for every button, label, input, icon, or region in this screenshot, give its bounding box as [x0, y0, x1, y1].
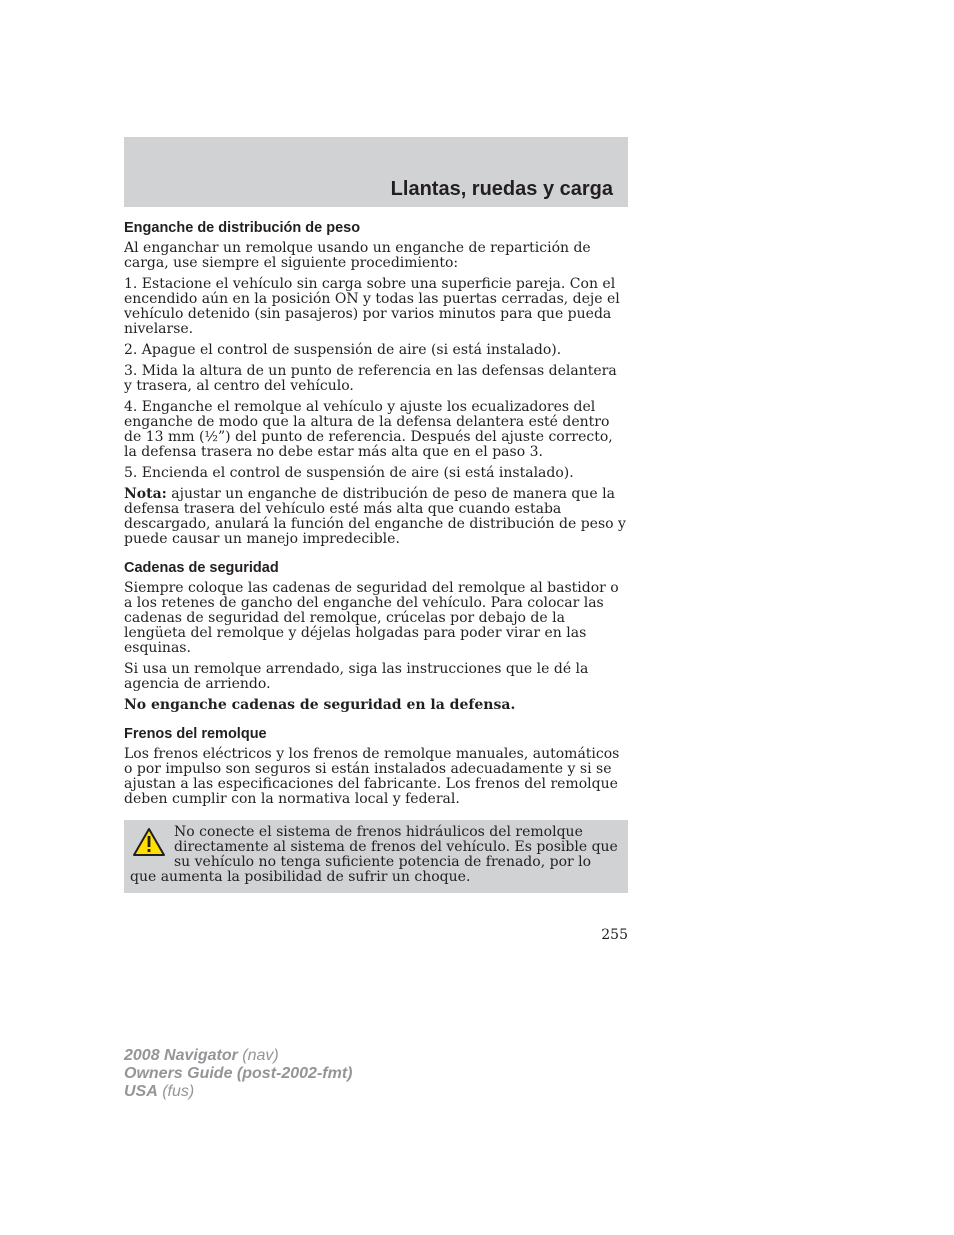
chains-paragraph-2: Si usa un remolque arrendado, siga las instrucciones que le dé la agencia de arriendo. — [124, 661, 589, 692]
weight-intro: Al enganchar un remolque usando un enganche de repartición de carga, use siempre el siguiente procedimiento: — [124, 240, 591, 271]
warning-box — [124, 820, 628, 893]
section-heading-trailer-brakes: Frenos del remolque — [124, 726, 267, 742]
weight-step-1: 1. Estacione el vehículo sin carga sobre una superficie pareja. Con el encendido aún en la posición ON y todas las puertas cerradas, deje el vehículo detenido (sin pasajeros) por varios minutos para que pueda nivelarse. — [124, 276, 620, 337]
chapter-header-band — [124, 137, 628, 207]
footer-model: 2008 Navigator — [124, 1047, 238, 1064]
note-text: ajustar un enganche de distribución de peso de manera que la defensa trasera del vehículo esté más alta que cuando estaba descargado, anulará la función del enganche de distribución de peso y puede causar un manejo impredecible. — [124, 486, 626, 547]
chains-warning-text: No enganche cadenas de seguridad en la defensa. — [124, 697, 516, 713]
warning-triangle-icon — [132, 827, 166, 857]
note-label: Nota: — [124, 486, 167, 502]
footer-line-1 — [124, 1047, 352, 1065]
section-heading-safety-chains: Cadenas de seguridad — [124, 560, 279, 576]
document-footer — [124, 1047, 352, 1101]
footer-guide-name: Owners Guide (post-2002-fmt) — [124, 1065, 353, 1082]
page-number: 255 — [601, 927, 628, 943]
weight-step-5: 5. Encienda el control de suspensión de aire (si está instalado). — [124, 465, 574, 481]
footer-market: USA — [124, 1083, 158, 1100]
section-heading-weight-distribution: Enganche de distribución de peso — [124, 220, 361, 236]
footer-market-code: (fus) — [157, 1083, 195, 1100]
brakes-paragraph-1: Los frenos eléctricos y los frenos de remolque manuales, automáticos o por impulso son seguros si están instalados adecuadamente y si se ajustan a las especificaciones del fabricante. Los frenos del remolque deben cumplir con la normativa local y federal. — [124, 746, 620, 807]
weight-step-4: 4. Enganche el remolque al vehículo y ajuste los ecualizadores del enganche de modo que la altura de la defensa delantera esté dentro de 13 mm (½”) del punto de referencia. Después del ajuste correcto, la defensa trasera no debe estar más alta que en el paso 3. — [124, 399, 613, 460]
weight-step-2: 2. Apague el control de suspensión de aire (si está instalado). — [124, 342, 562, 358]
footer-model-code: (nav) — [237, 1047, 279, 1064]
footer-line-3 — [124, 1083, 352, 1101]
page-content — [124, 220, 628, 893]
footer-line-2 — [124, 1065, 352, 1083]
weight-note — [124, 487, 628, 547]
weight-step-3: 3. Mida la altura de un punto de referencia en las defensas delantera y trasera, al centro del vehículo. — [124, 363, 617, 394]
chains-paragraph-1: Siempre coloque las cadenas de seguridad del remolque al bastidor o a los retenes de gancho del enganche del vehículo. Para colocar las cadenas de seguridad del remolque, crúcelas por debajo de la lengüeta del remolque y déjelas holgadas para poder virar en las esquinas. — [124, 580, 619, 656]
chapter-title: Llantas, ruedas y carga — [390, 178, 613, 200]
warning-text: No conecte el sistema de frenos hidráulicos del remolque directamente al sistema de frenos del vehículo. Es posible que su vehículo no tenga suficiente potencia de frenado, por lo que aumenta la posibilidad de sufrir un choque. — [130, 824, 618, 885]
